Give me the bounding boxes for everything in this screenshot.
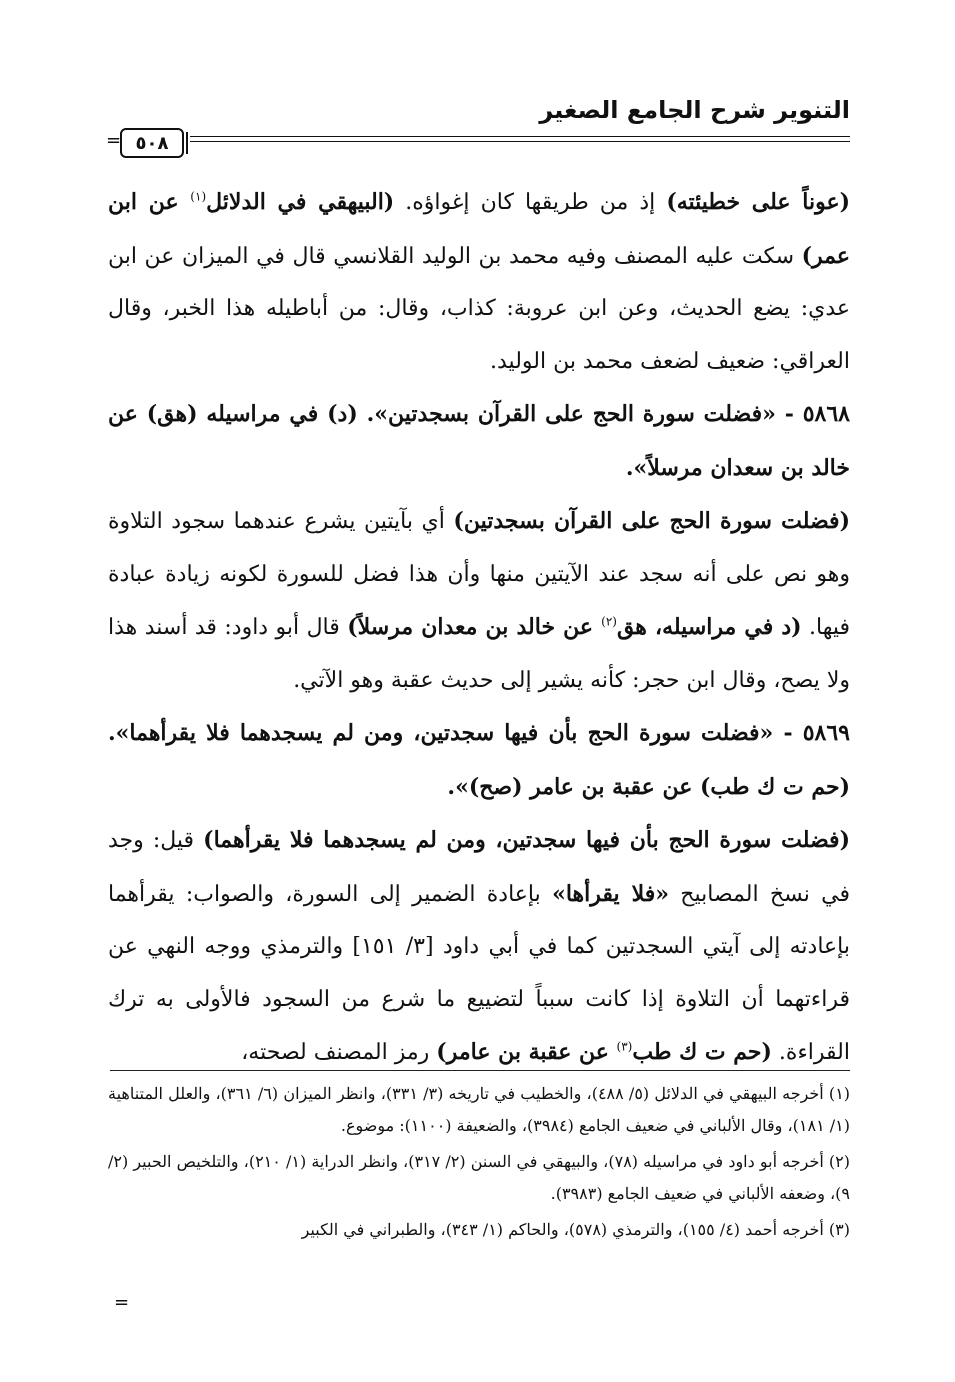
commentary-text: سكت عليه المصنف وفيه محمد بن الوليد القلانسي قال في الميزان عن ابن عدي: يضع الحديث، وعن ابن عروبة: كذاب، وقال: من أباطيله هذا الخبر، وقال العراقي: ضعيف لضعف محمد بن الوليد. [108,243,850,374]
hadith-text: «فضلت سورة الحج على القرآن بسجدتين». (د) في مراسيله (هق) عن خالد بن سعدان مرسلاً». [108,401,850,481]
page-header [106,88,850,168]
footnote-ref-1: (١) [190,189,207,204]
quoted-variant: «فلا يقرأها» [552,880,669,907]
source-citation: (د في مراسيله، هق [616,614,802,640]
quoted-text: (فضلت سورة الحج بأن فيها سجدتين، ومن لم يسجدهما فلا يقرأهما) [203,827,850,853]
footnote-3: (٣) أخرجه أحمد (٤/ ١٥٥)، والترمذي (٥٧٨)، والحاكم (١/ ٣٤٣)، والطبراني في الكبير [301,1220,850,1239]
paragraph-commentary-3 [108,814,850,1080]
footnote-1: (١) أخرجه البيهقي في الدلائل (٥/ ٤٨٨)، والخطيب في تاريخه (٣/ ٣٣١)، وانظر الميزان (٦/ ٣٦١)، والعلل المتناهية (١/ ١٨١)، وقال الألباني في ضعيف الجامع (٣٩٨٤)، والضعيفة (١١٠٠): موضوع. [108,1084,851,1135]
book-title: التنوير شرح الجامع الصغير [539,96,850,124]
commentary-text: بإعادة الضمير إلى السورة، والصواب: يقرأهما بإعادته إلى آيتي السجدتين كما في أبي داود [٣/ ١٥١] والترمذي ووجه النهي عن قراءتهما أن التلاوة إذا كانت سبباً لتضييع ما شرع من السجود فالأولى به ترك القراءة. [108,881,851,1065]
footnotes [108,1078,850,1250]
header-rule-top [190,136,850,137]
main-text [108,176,850,1080]
commentary-text: إذ من طريقها كان إغواؤه. [394,190,667,215]
paragraph-commentary-1 [108,176,850,388]
hadith-text: «فضلت سورة الحج بأن فيها سجدتين، ومن لم يسجدهما فلا يقرأهما». (حم ت ك طب) عن عقبة بن عامر (صح)». [108,720,850,800]
quoted-text: (عوناً على خطيئته) [666,189,850,215]
hadith-5869 [108,707,850,814]
paragraph-commentary-2 [108,495,850,707]
footnote-2: (٢) أخرجه أبو داود في مراسيله (٧٨)، والبيهقي في السنن (٢/ ٣١٧)، وانظر الدراية (١/ ٢١٠)، والتلخيص الحبير (٢/ ٩)، وضعفه الألباني في ضعيف الجامع (٣٩٨٣). [108,1152,850,1203]
commentary-text: قيل: وجد في نسخ المصابيح [108,828,850,907]
footnote-separator [110,1070,850,1071]
source-citation-cont: عن خالد بن معدان مرسلاً) [347,614,602,640]
page-number: ٥٠٨ [120,128,184,158]
source-citation: (البيهقي في الدلائل [206,189,395,215]
continuation-mark-bottom: = [114,1292,130,1313]
quoted-text: (فضلت سورة الحج على القرآن بسجدتين) [453,508,850,534]
footnote-ref-2: (٢) [601,614,617,629]
continuation-mark: = [106,130,122,151]
hadith-number: ٥٨٦٨ - [775,401,850,427]
footnote-ref-3: (٣) [616,1039,633,1054]
commentary-text: رمز المصنف لصحته، [241,1040,437,1065]
source-citation-cont: عن ابن عمر) [108,189,850,269]
source-citation-cont: عن عقبة بن عامر) [436,1039,617,1065]
hadith-5868 [108,388,850,495]
header-rule-bottom [190,141,850,142]
source-citation: (حم ت ك طب [632,1039,772,1065]
commentary-text: قال أبو داود: قد أسند هذا ولا يصح، وقال ابن حجر: كأنه يشير إلى حديث عقبة وهو الآتي. [108,615,850,693]
commentary-text: أي بآيتين يشرع عندهما سجود التلاوة وهو نص على أنه سجد عند الآيتين منها وأن هذا فضل للسورة لكونه زيادة عبادة فيها. [108,509,850,640]
hadith-number: ٥٨٦٩ - [773,720,850,746]
